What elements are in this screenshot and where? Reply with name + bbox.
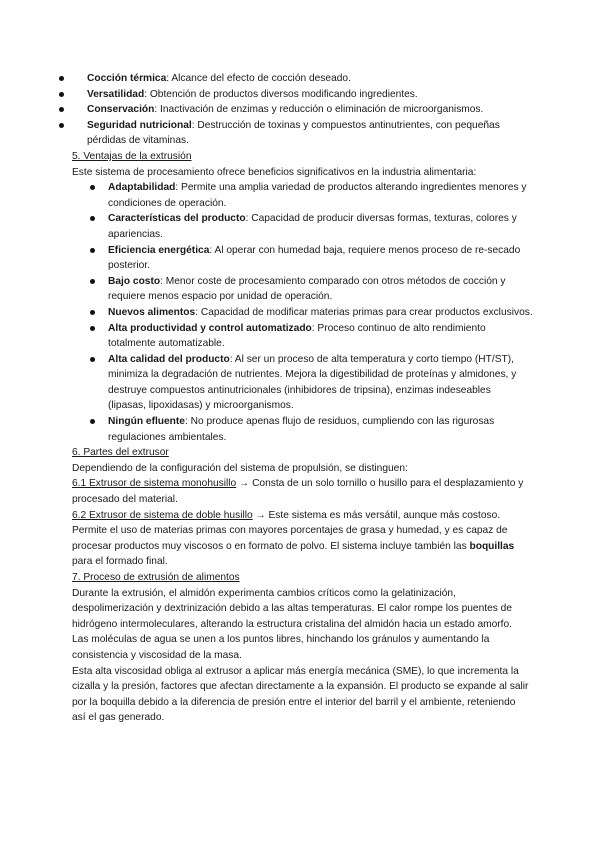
item-text-cont: regulaciones ambientales. [108,431,227,443]
list-item [72,321,534,352]
list-item [72,102,534,118]
advantages-list [72,180,534,445]
item-text: : Capacidad de modificar materias primas para crear productos exclusivos. [195,306,533,318]
item-text-cont: (lipasas, lipoxidasas) y microorganismos. [108,400,294,412]
item-text: : Inactivación de enzimas y reducción o eliminación de microorganismos. [154,104,484,116]
item-term: Adaptabilidad [108,182,176,194]
subsection-6-2-cont [72,539,534,555]
item-text-cont: pérdidas de vitaminas. [87,135,189,147]
list-item [72,71,534,87]
list-item [72,305,534,321]
top-bullet-list [72,71,534,149]
list-item [72,118,534,149]
paragraph-line: consistencia y viscosidad de la masa. [72,649,242,661]
paragraph-text: procesar productos muy viscosos o en formato de polvo. El sistema incluye también las [72,540,470,552]
item-text: : No produce apenas flujo de residuos, cumpliendo con las rigurosas [184,416,495,428]
bullet-icon [59,123,64,128]
paragraph-line: Las moléculas de agua se unen a los puntos libres, hinchando los gránulos y aumentando la [72,634,490,646]
item-term: Conservación [87,104,155,116]
item-term: Alta calidad del producto [108,353,230,365]
item-text: : Proceso continuo de alto rendimiento [311,322,486,334]
bold-term: boquillas [469,540,515,552]
item-term: Bajo costo [108,275,161,287]
item-text-cont: apariencias. [108,228,163,240]
list-item [72,414,534,445]
item-text-cont: posterior. [108,260,150,272]
list-item [72,180,534,211]
item-text: : Al ser un proceso de alta temperatura y corto tiempo (HT/ST), [229,353,514,365]
section-6-heading: 6. Partes del extrusor [72,447,169,459]
section-5-intro: Este sistema de procesamiento ofrece beneficios significativos en la industria alimentaria: [72,166,477,178]
item-text-cont: minimiza la degradación de nutrientes. Mejora la digestibilidad de proteínas y almidones, y [108,369,517,381]
item-term: Eficiencia energética [108,244,210,256]
paragraph-line: despolimerización y dextrinización debido a las altas temperaturas. El calor rompe los puentes de [72,603,512,615]
item-term: Cocción térmica [87,73,167,84]
section-6-intro: Dependiendo de la configuración del sistema de propulsión, se distinguen: [72,462,408,474]
paragraph-line: cizalla y la presión, factores que afectan directamente a la expansión. El producto se expande al salir [72,681,529,693]
item-term: Nuevos alimentos [108,306,196,318]
item-text-cont: condiciones de operación. [108,197,227,209]
paragraph-line: por la boquilla debido a la diferencia de presión entre el interior del barril y el ambiente, reteniendo [72,696,516,708]
section-5-heading: 5. Ventajas de la extrusión [72,150,192,162]
bullet-icon [90,419,95,424]
section-7-heading: 7. Proceso de extrusión de alimentos [72,572,240,583]
list-item [72,274,534,305]
item-text: : Destrucción de toxinas y compuestos antinutrientes, con pequeñas [191,119,500,131]
list-item [72,243,534,274]
item-text-cont: destruye compuestos antinutricionales (inhibidores de tripsina), enzimas indeseables [108,384,491,396]
subsection-label: 6.2 Extrusor de sistema de doble husillo [72,509,253,521]
paragraph-line: hidrógeno intermoleculares, alterando la estructura cristalina del almidón hacia un estado amorfo. [72,618,513,630]
subsection-6-1-cont: procesado del material. [72,494,178,506]
paragraph-line: Esta alta viscosidad obliga al extrusor a aplicar más energía mecánica (SME), lo que incrementa la [72,665,519,677]
bullet-icon [90,248,95,253]
subsection-text: → Este sistema es más versátil, aunque más costoso. [252,509,501,521]
item-term: Versatilidad [87,88,145,100]
bullet-icon [90,310,95,315]
item-text: : Permite una amplia variedad de productos alterando ingredientes menores y [175,182,527,194]
subsection-6-1 [72,476,534,492]
bullet-icon [59,107,64,112]
item-text: : Alcance del efecto de cocción deseado. [166,73,351,84]
bullet-icon [59,92,64,97]
item-term: Características del producto [108,213,246,225]
item-term: Seguridad nutricional [87,119,192,131]
subsection-6-2 [72,508,534,524]
item-text: : Menor coste de procesamiento comparado con otros métodos de cocción y [160,275,506,287]
subsection-6-2-cont: Permite el uso de materias primas con mayores porcentajes de grasa y humedad, y es capaz de [72,525,508,537]
document-page [72,71,534,726]
item-text: : Al operar con humedad baja, requiere menos proceso de re-secado [209,244,521,256]
bullet-icon [90,185,95,190]
bullet-icon [59,76,64,81]
item-text: : Obtención de productos diversos modificando ingredientes. [144,88,418,100]
bullet-icon [90,326,95,331]
subsection-text: → Consta de un solo tornillo o husillo para el desplazamiento y [236,478,524,490]
paragraph-line: Durante la extrusión, el almidón experimenta cambios críticos como la gelatinización, [72,587,456,599]
bullet-icon [90,216,95,221]
item-term: Alta productividad y control automatizado [108,322,312,334]
paragraph-line: así el gas generado. [72,712,165,724]
bullet-icon [90,279,95,284]
item-text: : Capacidad de producir diversas formas, texturas, colores y [245,213,517,225]
list-item [72,352,534,414]
bullet-icon [90,357,95,362]
item-term: Ningún efluente [108,416,185,428]
list-item [72,87,534,103]
item-text-cont: requiere menos espacio por unidad de operación. [108,291,333,303]
subsection-label: 6.1 Extrusor de sistema monohusillo [72,478,237,490]
subsection-6-2-cont: para el formado final. [72,556,168,568]
list-item [72,211,534,242]
item-text-cont: totalmente automatizable. [108,338,225,350]
